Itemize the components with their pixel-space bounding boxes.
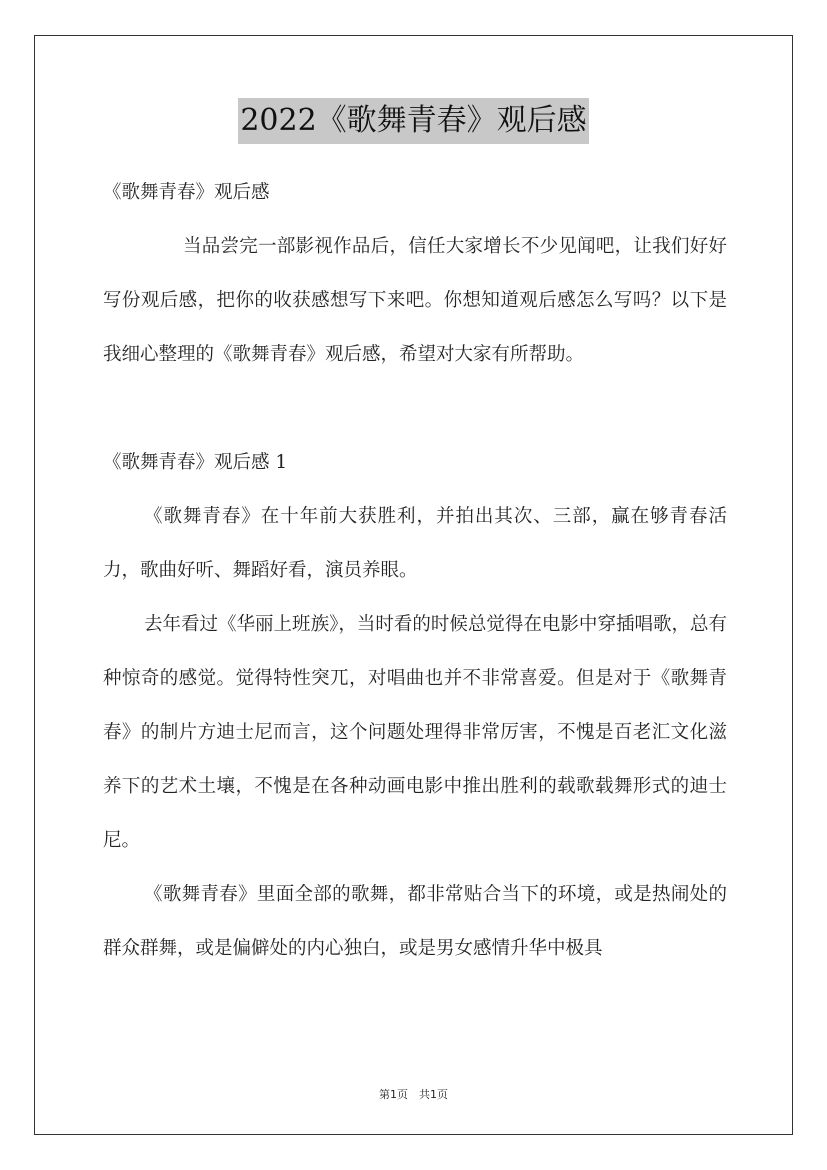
- section-spacer: [103, 382, 727, 436]
- title-container: [0, 98, 827, 144]
- body-paragraph-1: 《歌舞青春》在十年前大获胜利，并拍出其次、三部，赢在够青春活力，歌曲好听、舞蹈好看，演员养眼。: [103, 506, 727, 581]
- document-title: 2022《歌舞青春》观后感: [238, 98, 588, 144]
- body-paragraph-2: 去年看过《华丽上班族》，当时看的时候总觉得在电影中穿插唱歌，总有种惊奇的感觉。觉得特性突兀，对唱曲也并不非常喜爱。但是对于《歌舞青春》的制片方迪士尼而言，这个问题处理得非常厉害，不愧是百老汇文化滋养下的艺术土壤，不愧是在各种动画电影中推出胜利的载歌载舞形式的迪士尼。: [103, 614, 727, 851]
- section-heading: 《歌舞青春》观后感 1: [103, 452, 288, 473]
- intro-paragraph: 当品尝完一部影视作品后，信任大家增长不少见闻吧，让我们好好写份观后感，把你的收获感想写下来吧。你想知道观后感怎么写吗？以下是我细心整理的《歌舞青春》观后感，希望对大家有所帮助。: [103, 236, 727, 365]
- intro-heading: 《歌舞青春》观后感: [103, 182, 270, 203]
- body-paragraph-3: 《歌舞青春》里面全部的歌舞，都非常贴合当下的环境，或是热闹处的群众群舞，或是偏僻处的内心独白，或是男女感情升华中极具: [103, 884, 727, 959]
- document-body: [103, 166, 727, 976]
- page-footer: 第1页 共1页: [379, 1088, 448, 1101]
